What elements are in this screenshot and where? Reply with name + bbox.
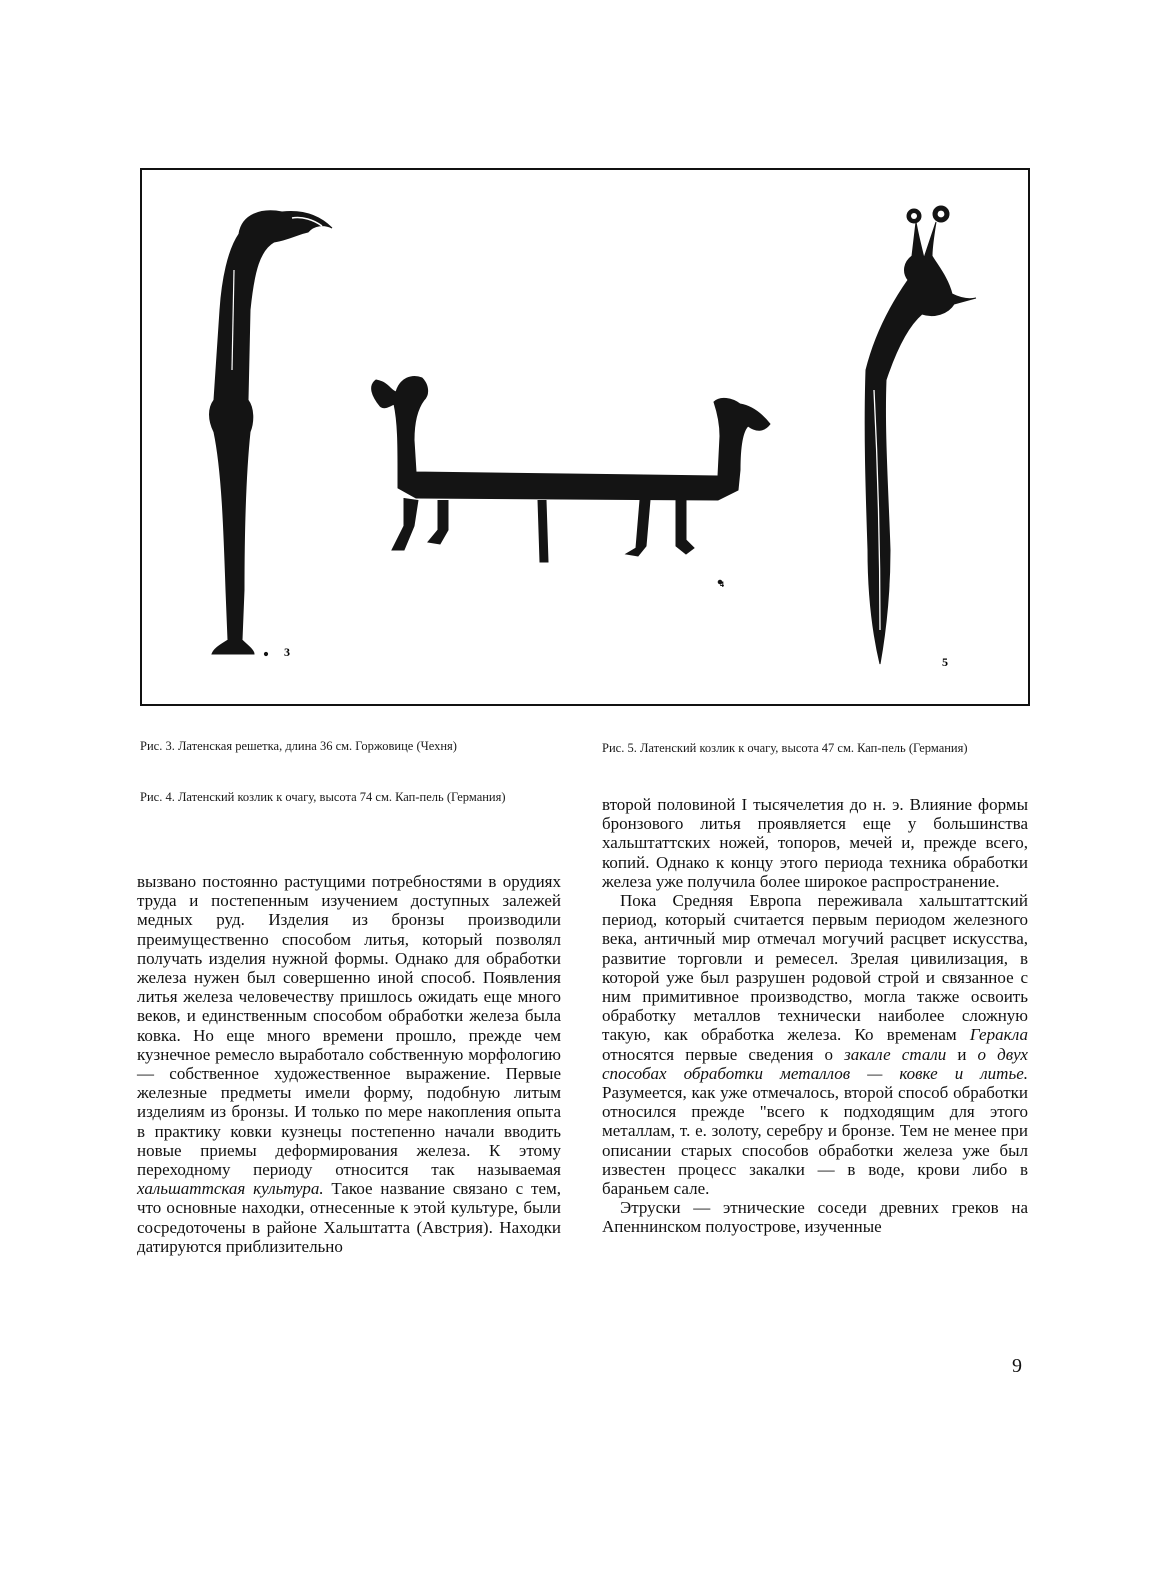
left-paragraph-italic: хальшаттская культура. (137, 1179, 324, 1199)
right-paragraph-3: Этруски — этнические соседи древних греков на Апеннинском полуострове, изученные (602, 1198, 1028, 1237)
right-paragraph-2-text-b: относятся первые сведения о (602, 1044, 845, 1064)
right-text-column (602, 795, 1028, 1237)
fig5-label: 5 (942, 655, 948, 669)
right-paragraph-2-italic-3: о двух способах обработки металлов — ковке и литье. (602, 1044, 1028, 1083)
left-paragraph-text-b: Такое название связано с тем, что основные находки, отнесенные к этой культуре, были сосредоточены в районе Хальштатта (Австрия). Находки датируются приблизительно (137, 1179, 561, 1256)
fig3-grate-drawing (210, 211, 333, 656)
right-paragraph-2-text-a: Пока Средняя Европа переживала хальштаттский период, который считается первым периодом железного века, античный мир отмечал могучий расцвет искусства, развитие торговли и ремесел. Зрелая цивилизация, в которой уже был разрушен родовой строй и связанное с ним примитивное производство, могла также освоить обработку металлов технически наиболее сложную такую, как обработка железа. Ко временам (602, 891, 1028, 1045)
right-paragraph-2-text-c: и (946, 1044, 978, 1064)
caption-fig3: Рис. 3. Латенская решетка, длина 36 см. Горжовице (Чехня) (140, 739, 457, 753)
left-text-column (137, 872, 561, 1256)
left-paragraph (137, 872, 561, 1256)
left-paragraph-text-a: вызвано постоянно растущими потребностями в орудиях труда и постепенным изучением доступных залежей медных руд. Изделия из бронзы производили преимущественно способом литья, который позволял получать изделия нужной формы. Однако для обработки железа нужен был совершенно иной способ. Появления литья железа человечеству пришлось ожидать еще много веков, и единственным способом обработки железа была ковка. Но еще много времени прошло, прежде чем кузнечное ремесло выработало собственную морфологию — собственное художественное выражение. Первые железные предметы имели форму, подобную литым изделиям из бронзы. И только по мере накопления опыта в практику ковки кузнецы постепенно начали вводить новые приемы деформирования железа. К этому переходному периоду относится так называемая (137, 872, 561, 1180)
figure-illustration (142, 170, 1028, 704)
right-paragraph-2 (602, 891, 1028, 1198)
right-paragraph-2-italic-1: Геракла (969, 1025, 1028, 1045)
fig3-label: 3 (284, 645, 290, 659)
caption-fig4: Рис. 4. Латенский козлик к очагу, высота 74 см. Кап-пель (Германия) (140, 790, 506, 804)
page-number: 9 (1012, 1355, 1022, 1377)
fig4-firedog-drawing (372, 377, 770, 584)
fig5-firedog-drawing (865, 206, 976, 664)
caption-fig5: Рис. 5. Латенский козлик к очагу, высота 47 см. Кап-пель (Германия) (602, 741, 968, 755)
right-paragraph-1: второй половиной I тысячелетия до н. э. Влияние формы бронзового литья проявляется еще у большинства хальштаттских ножей, топоров, мечей и, прежде всего, копий. Однако к концу этого периода техника обработки железа уже получила более широкое распространение. (602, 795, 1028, 891)
fig4-label: 4 (720, 580, 724, 589)
right-paragraph-2-text-d: Разумеется, как уже отмечалось, второй способ обработки относился прежде "всего к подходящим для этого металлам, т. е. золоту, серебру и бронзе. Тем не менее при описании старых способов обработки железа уже был известен процесс закалки — в воде, крови либо в бараньем сале. (602, 1083, 1028, 1199)
right-paragraph-2-italic-2: закале стали (844, 1044, 947, 1064)
figure-frame (140, 168, 1030, 706)
